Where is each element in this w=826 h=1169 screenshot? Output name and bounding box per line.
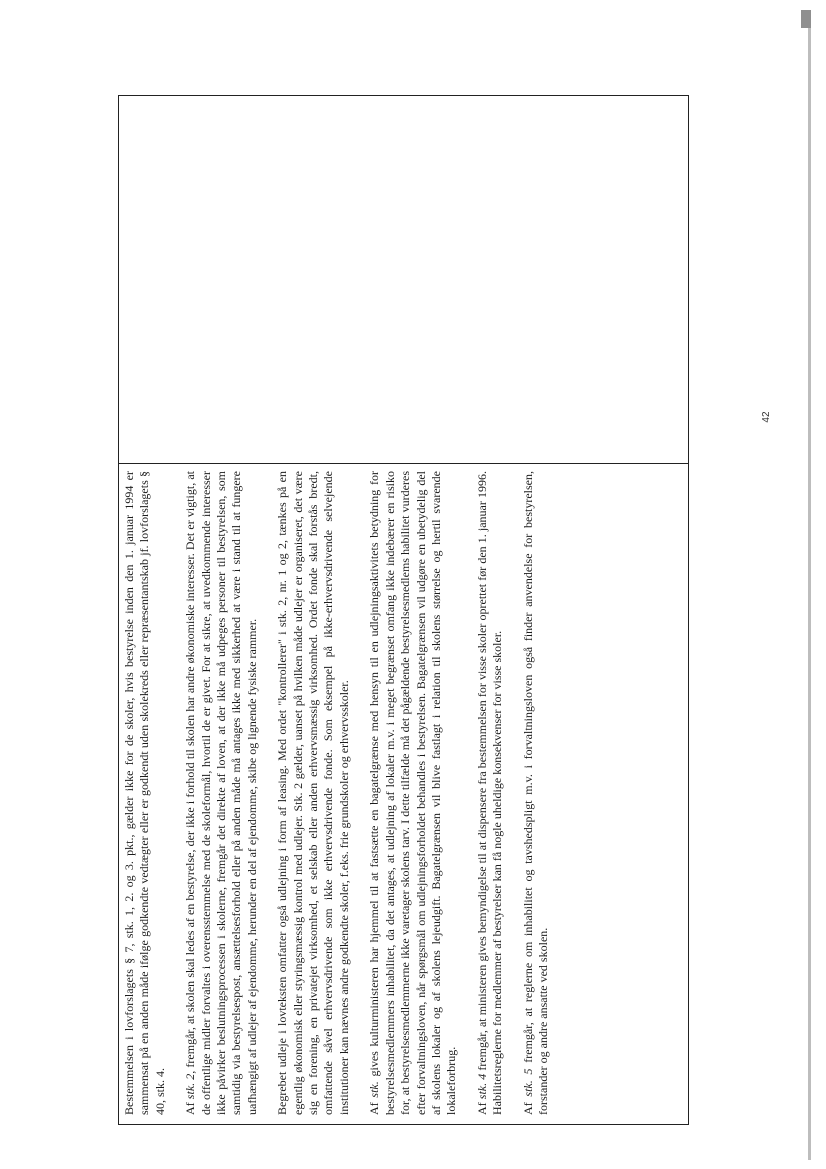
scan-edge-mark: [801, 10, 811, 28]
paragraph-stk-ref: stk. 5: [520, 1068, 535, 1097]
paragraph-text: Begrebet udleje i lovteksten omfatter også udlejning i form af leasing. Med ordet "kontrollerer" i stk. 2, nr. 1 og 2, tænkes på en egentlig økonomisk eller styringsmæssig kontrol med udlejer. Stk. 2 gælder, uanset på hvilken måde udlejer er organiseret, det være sig en forening, en privatejet virksomhed, et selskab eller anden erhvervsmæssig virksomhed. Ordet fonde skal forstås bredt, omfattende såvel erhvervsdrivende som ikke erhvervsdrivende fonde. Som eksempel på ikke-erhvervsdrivende selvejende institutioner kan nævnes andre godkendte skoler, f.eks. frie grundskoler og erhvervsskoler.: [275, 471, 351, 1115]
paragraph-5: [475, 471, 506, 1115]
paragraph-4: [367, 471, 459, 1115]
paragraph-stk-ref: stk. 4: [474, 1073, 489, 1100]
rotated-text-cell: [118, 463, 689, 1125]
paragraph-prefix: Af: [183, 1099, 198, 1115]
scan-edge-line: [808, 10, 811, 1160]
paragraph-text: Bestemmelsen i lovforslagets § 7, stk. 1, 2. og 3. pkt., gælder ikke for de skoler, hvis bestyrelse inden den 1. januar 1994 er sammensat på en anden måde ifølge godkendte vedtægter eller er godkendt uden skolekreds eller repræsentantskab jf. lovforslagets § 40, stk. 4.: [122, 471, 167, 1115]
paragraph-prefix: Af: [367, 1097, 382, 1115]
paragraph-1: [122, 471, 168, 1115]
paragraph-text: fremgår, at ministeren gives bemyndigelse til at dispensere fra bestemmelsen for visse skoler oprettet før den 1. januar 1996. Habilitetsreglerne for medlemmer af bestyrelser kan få nogle uheldige konsekvenser for visse skoler.: [474, 471, 505, 1115]
paragraph-2: [183, 471, 260, 1115]
paragraph-stk-ref: stk.: [367, 1081, 382, 1098]
paragraph-6: [521, 471, 552, 1115]
paragraph-text: fremgår, at reglerne om inhabilitet og tavshedspligt m.v. i forvaltningsloven også finder anvendelse for bestyrelsen, forstander og andre ansatte ved skolen.: [520, 471, 550, 1115]
paragraph-text: , fremgår, at skolen skal ledes af en bestyrelse, der ikke i forhold til skolen har andre økonomiske interesser. Det er vigtigt, at de offentlige midler forvaltes i overensstemmelse med de skoleformål, hvortil de er givet. For at sikre, at uvedkommende interesser ikke påvirker beslutningsprocessen i skolerne, fremgår det direkte af loven, at der ikke må udpeges personer til bestyrelsen, som samtidig via bestyrelsespost, ansættelsesforhold eller på anden måde må antages ikke med sikkerhed at være i stand til at fungere uafhængigt af udlejer af ejendomme, herunder en del af ejendomme, skibe og lignende fysiske rammer.: [183, 471, 259, 1115]
paragraph-prefix: Af: [474, 1099, 489, 1115]
page-number: 42: [761, 411, 772, 423]
paragraph-prefix: Af: [520, 1096, 535, 1115]
paragraph-3: [275, 471, 352, 1115]
paragraph-stk-ref: stk. 2: [183, 1073, 198, 1100]
paragraph-text: gives kulturministeren har hjemmel til at fastsætte en bagatelgrænse med hensyn til en udlejningsaktivitets betydning for bestyrelsesmedlemmers inhabilitet, da det antages, at udlejning af lokaler m.v. i meget begrænset omfang ikke indebærer en risiko for, at bestyrelsesmedlemmerne ikke varetager skolens tarv. I dette tilfælde må det pågældende bestyrelsesmedlems habilitet vurderes efter forvaltningsloven, når spørgsmål om udlejningsforholdet behandles i bestyrelsen. Bagatelgrænsen vil udgøre en ubetydelig del af skolens lokaler og af skolens lejeudgift. Bagatelgrænsen vil blive fastlagt i relation til skolens størrelse og hertil svarende lokaleforbrug.: [367, 470, 459, 1115]
